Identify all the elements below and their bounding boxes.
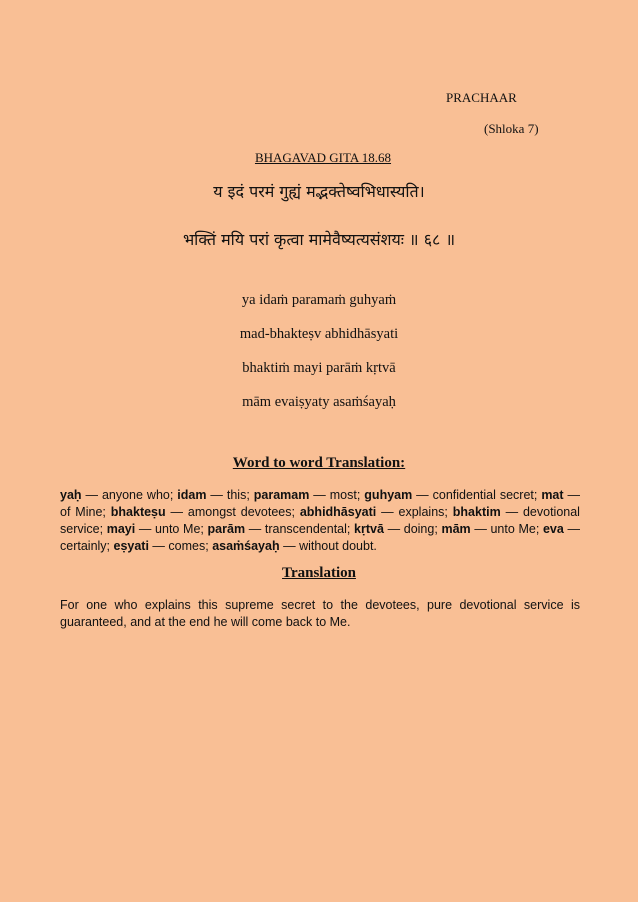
translation-text: For one who explains this supreme secret to the devotees, pure devotional service is guaranteed, and at the end he will come back to Me. xyxy=(60,598,580,629)
word-translation-list xyxy=(60,487,580,555)
word-meaning: most xyxy=(329,488,357,502)
word-meaning: unto Me xyxy=(155,522,201,536)
word-meaning: anyone who xyxy=(101,488,170,502)
word-entry: eṣyati — comes; xyxy=(113,539,213,553)
word-entry: bhakteṣu — amongst devotees; xyxy=(110,505,300,519)
word-term: bhakteṣu xyxy=(110,505,166,519)
transliteration-line-4: mām evaiṣyaty asaṁśayaḥ xyxy=(242,394,396,410)
word-term: yaḥ xyxy=(60,488,82,502)
word-entry: guhyam — confidential secret; xyxy=(364,488,542,502)
word-entry: mām — unto Me; xyxy=(441,522,543,536)
word-meaning: transcendental xyxy=(264,522,347,536)
word-term: idam xyxy=(177,488,207,502)
word-translation-heading: Word to word Translation: xyxy=(232,455,406,471)
word-meaning: devotional service xyxy=(60,505,580,536)
word-meaning: comes xyxy=(168,539,206,553)
word-meaning: confidential secret xyxy=(432,488,534,502)
word-term: mayi xyxy=(106,522,136,536)
word-meaning: unto Me xyxy=(490,522,536,536)
word-entry: eva — certainly; xyxy=(60,522,580,553)
word-meaning: explains xyxy=(398,505,445,519)
page-title: BHAGAVAD GITA 18.68 xyxy=(254,150,392,165)
word-meaning: certainly xyxy=(60,539,107,553)
transliteration-line-2: mad-bhakteṣv abhidhāsyati xyxy=(239,326,399,342)
shloka-number: (Shloka 7) xyxy=(484,121,539,136)
header-label: PRACHAAR xyxy=(446,90,517,105)
devanagari-verse-line-1: य इदं परमं गुह्यं मद्भक्तेष्वभिधास्यति। xyxy=(213,182,425,201)
word-entry: bhaktim — devotional service; xyxy=(60,505,580,536)
word-term: parām xyxy=(207,522,246,536)
word-meaning: of Mine xyxy=(60,505,103,519)
word-entry: mayi — unto Me; xyxy=(106,522,208,536)
word-meaning: amongst devotees xyxy=(187,505,292,519)
word-entry: mat — of Mine; xyxy=(60,488,580,519)
word-meaning: this xyxy=(226,488,247,502)
word-term: bhaktim xyxy=(452,505,501,519)
word-entry: abhidhāsyati — explains; xyxy=(299,505,453,519)
word-meaning: without doubt xyxy=(299,539,374,553)
word-entry: idam — this; xyxy=(177,488,254,502)
word-term: asaṁśayaḥ xyxy=(212,539,280,553)
word-entry: kṛtvā — doing; xyxy=(354,522,442,536)
word-term: mām xyxy=(441,522,471,536)
word-term: abhidhāsyati xyxy=(299,505,377,519)
word-entry: paramam — most; xyxy=(253,488,365,502)
word-entry: yaḥ — anyone who; xyxy=(60,488,178,502)
word-meaning: doing xyxy=(403,522,435,536)
word-term: guhyam xyxy=(364,488,413,502)
transliteration-line-1: ya idaṁ paramaṁ guhyaṁ xyxy=(241,292,397,308)
word-term: eva xyxy=(542,522,564,536)
word-term: mat xyxy=(541,488,564,502)
transliteration-line-3: bhaktiṁ mayi parāṁ kṛtvā xyxy=(242,360,396,376)
translation-heading: Translation xyxy=(282,565,356,581)
word-entry: asaṁśayaḥ — without doubt. xyxy=(212,539,377,553)
word-term: kṛtvā xyxy=(354,522,384,536)
word-entry: parām — transcendental; xyxy=(207,522,355,536)
devanagari-verse-line-2: भक्तिं मयि परां कृत्वा मामेवैष्यत्यसंशयः ॥ ६८ ॥ xyxy=(182,230,456,249)
word-term: paramam xyxy=(253,488,310,502)
word-term: eṣyati xyxy=(113,539,149,553)
